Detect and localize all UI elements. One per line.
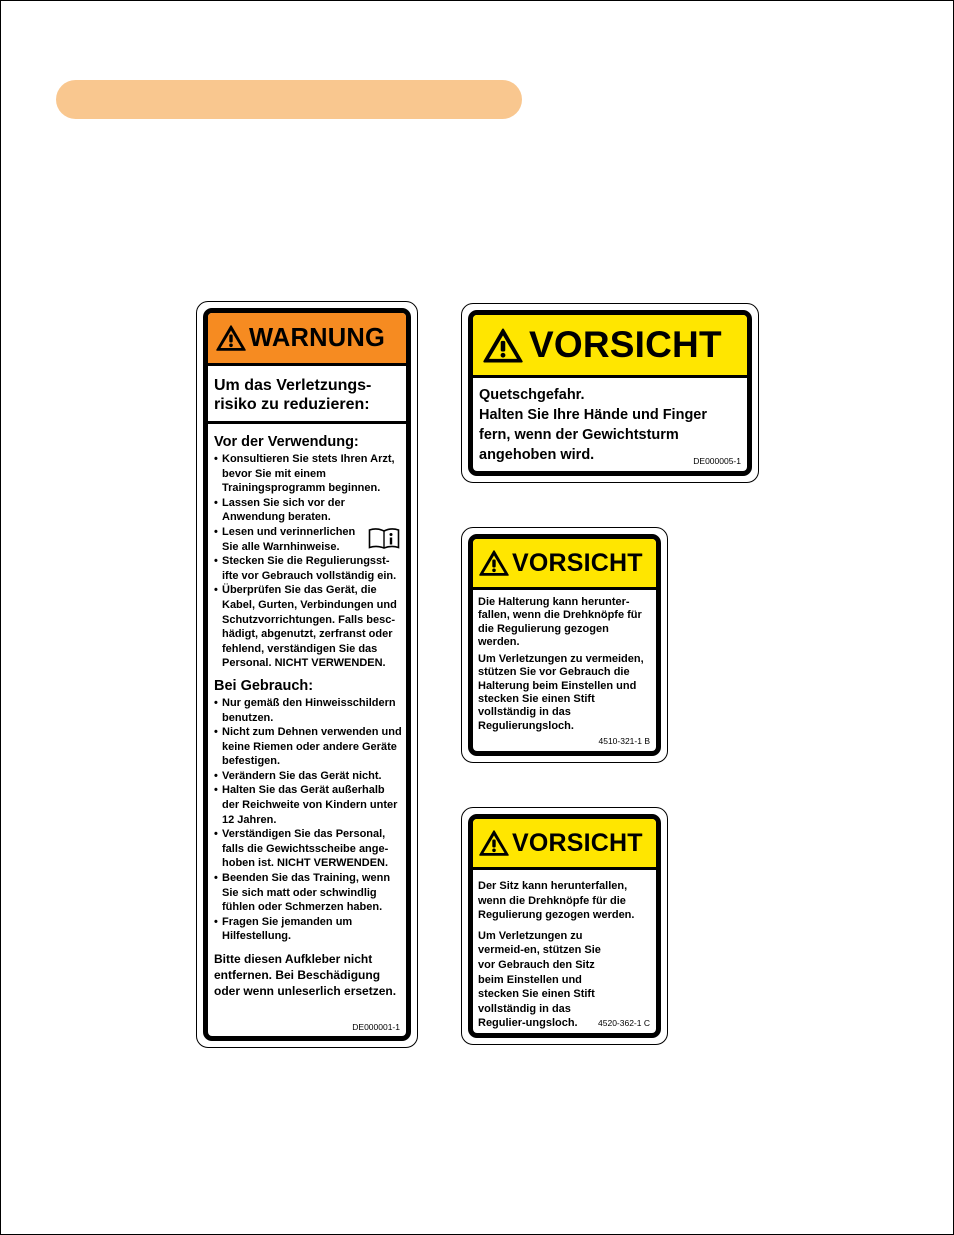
crush-hazard-title: Quetschgefahr.	[479, 387, 585, 403]
manual-book-icon	[368, 527, 400, 549]
list-item: • Halten Sie das Gerät außerhalb der Reichweite von Kindern unter 12 Jahren.	[214, 783, 402, 827]
warning-triangle-icon	[479, 550, 509, 576]
list-item: • Verständigen Sie das Personal, falls die Gewichtsscheibe ange-hoben ist. NICHT VERWENDEN.	[214, 827, 402, 871]
caution-label-crush	[461, 303, 759, 483]
caution-label-2-code: 4510-321-1 B	[598, 736, 650, 746]
warning-label-code: DE000001-1	[352, 1022, 400, 1032]
list-item: • Nur gemäß den Hinweisschildern benutzen.	[214, 696, 402, 725]
caution-signal-word: VORSICHT	[512, 828, 643, 857]
bracket-hazard-text: Die Halterung kann herunter-fallen, wenn die Drehknöpfe für die Regulierung gezogen werden.	[478, 596, 642, 648]
list-item: • Verändern Sie das Gerät nicht.	[214, 769, 402, 784]
warning-signal-band	[208, 313, 406, 366]
during-use-list	[214, 696, 402, 944]
caution-label-bracket	[461, 527, 668, 763]
warning-signal-word: WARNUNG	[249, 323, 385, 352]
caution-crush-text	[473, 378, 747, 465]
list-item: • Überprüfen Sie das Gerät, die Kabel, Gurten, Verbindungen und Schutzvorrichtungen. Falls besc-hädigt, abgenutzt, zerfranst oder fehlend, verständigen Sie das Personal. NICHT VERWENDEN.	[214, 583, 402, 671]
caution-signal-band	[473, 819, 656, 870]
caution-label-1-code: DE000005-1	[693, 456, 741, 466]
caution-label-seat-inner	[468, 814, 661, 1038]
before-use-list	[214, 452, 402, 671]
seat-hazard-text: Der Sitz kann herunterfallen, wenn die Drehknöpfe für die Regulierung gezogen werden.	[478, 880, 635, 922]
caution-signal-band	[473, 539, 656, 590]
caution-signal-word: VORSICHT	[512, 548, 643, 577]
crush-hazard-instruction: Halten Sie Ihre Hände und Finger fern, wenn der Gewichtsturm angehoben wird.	[479, 407, 708, 463]
section-heading-during-use: Bei Gebrauch:	[214, 677, 314, 694]
warning-body	[208, 424, 406, 999]
caution-bracket-text	[473, 590, 656, 733]
caution-label-3-code: 4520-362-1 C	[598, 1018, 650, 1028]
caution-label-bracket-inner	[468, 534, 661, 756]
seat-avoidance-text: Um Verletzungen zu vermeid-en, stützen Sie vor Gebrauch den Sitz beim Einstellen und stecken Sie einen Stift vollständig in das Regulier-ungsloch.	[478, 929, 601, 1030]
warning-label	[196, 301, 418, 1048]
list-item: • Stecken Sie die Regulierungsst-ifte vor Gebrauch vollständig ein.	[214, 554, 402, 583]
section-header-bar	[56, 80, 522, 119]
warning-label-inner	[203, 308, 411, 1041]
caution-signal-band	[473, 315, 747, 378]
list-item: • Konsultieren Sie stets Ihren Arzt, bevor Sie mit einem Trainingsprogramm beginnen.	[214, 452, 402, 496]
warning-triangle-icon	[483, 328, 523, 363]
list-item: • Lassen Sie sich vor der Anwendung beraten.	[214, 496, 402, 525]
list-item-text: Lesen und verinnerlichen Sie alle Warnhinweise.	[222, 525, 356, 553]
caution-signal-word: VORSICHT	[529, 324, 722, 365]
list-item-read-warnings	[214, 525, 402, 554]
warning-triangle-icon	[216, 325, 246, 351]
section-heading-before-use: Vor der Verwendung:	[214, 434, 359, 450]
list-item: • Fragen Sie jemanden um Hilfestellung.	[214, 915, 402, 944]
bracket-avoidance-text: Um Verletzungen zu vermeiden, stützen Sie vor Gebrauch die Halterung beim Einstellen und stecken Sie einen Stift vollständig in das Regulierungsloch.	[478, 653, 644, 732]
list-item: • Nicht zum Dehnen verwenden und keine Riemen oder andere Geräte befestigen.	[214, 725, 402, 769]
warning-lead-text: Um das Verletzungs-risiko zu reduzieren:	[208, 366, 406, 424]
caution-label-seat	[461, 807, 668, 1045]
caution-label-crush-inner	[468, 310, 752, 476]
warning-footer-text: Bitte diesen Aufkleber nicht entfernen. Bei Beschädigung oder wenn unleserlich ersetzen.	[214, 952, 397, 998]
list-item: • Beenden Sie das Training, wenn Sie sich matt oder schwindlig fühlen oder Schmerzen haben.	[214, 871, 402, 915]
caution-seat-text	[473, 870, 656, 1031]
warning-triangle-icon	[479, 830, 509, 856]
